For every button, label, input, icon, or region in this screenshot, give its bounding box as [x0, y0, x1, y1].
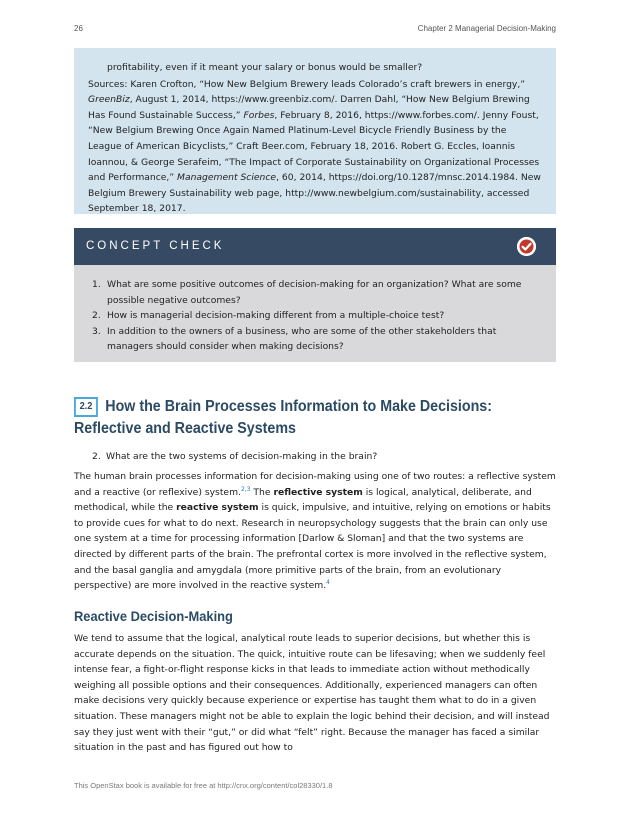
concept-check-title: CONCEPT CHECK — [86, 240, 225, 252]
question-number: 1. — [92, 279, 101, 290]
footnote-ref-link[interactable]: 2,3 — [240, 485, 251, 493]
question-text: What are some positive outcomes of decision-making for an organization? What are some possible negative outcomes? — [107, 279, 522, 306]
paragraph-systems — [74, 469, 556, 594]
page-footer: This OpenStax book is available for free at http://cnx.org/content/col28330/1.8 — [74, 781, 333, 790]
objective-number: 2. — [92, 451, 101, 462]
question-text: In addition to the owners of a business, who are some of the other stakeholders that managers should consider when making decisions? — [107, 325, 497, 353]
continuation-text: profitability, even if it meant your salary or bonus would be smaller? — [107, 62, 423, 73]
footnote-ref-link[interactable]: 4 — [326, 579, 330, 587]
paragraph-text: The — [250, 486, 274, 498]
subheading: Reactive Decision-Making — [74, 608, 233, 624]
sources-part: Sources: Karen Crofton, “How New Belgium Brewery leads Colorado’s craft brewers in energy,” — [88, 78, 526, 90]
concept-questions — [74, 265, 556, 355]
section-number-badge: 2.2 — [74, 397, 98, 417]
source-publication: GreenBiz — [88, 94, 130, 106]
question-number: 2. — [92, 310, 101, 322]
source-publication: Management Science — [177, 172, 277, 184]
page-header — [74, 24, 556, 38]
source-publication: Forbes — [243, 109, 275, 121]
question-number: 3. — [92, 325, 101, 337]
paragraph-text: is logical, analytical, deliberate, and methodical, while the — [74, 486, 532, 514]
list-item — [88, 277, 542, 308]
key-term: reactive system — [176, 502, 259, 514]
concept-check-box — [74, 228, 556, 362]
chapter-title: Chapter 2 Managerial Decision-Making — [417, 24, 556, 33]
key-term: reflective system — [273, 486, 363, 498]
check-circle-icon — [517, 237, 536, 256]
objective-text: What are the two systems of decision-making in the brain? — [106, 451, 378, 462]
sources-part: , February 8, 2016, https://www.forbes.com/. Jenny Foust, “New Belgium Brewing Once Again Named Platinum-Level Bicycle Friendly Business by the League of American Bicyclists,” Craft Beer.com, February 18, 2016. Robert G. Eccles, Ioannis Ioannou, & George Serafeim, “The Impact of Corporate Sustainability on Organizational Processes and Performance,” — [88, 109, 540, 184]
paragraph-text: is quick, impulsive, and intuitive, relying on emotions or habits to provide cues for what to do next. Research in neuropsychology suggests that the brain can only use one system at a time for processing information [Darlow & Sloman] and that the two systems are directed by different parts of the brain. The prefrontal cortex is more involved in the reflective system, and the basal ganglia and amygdala (more primitive parts of the brain, from an evolutionary perspective) are more involved in the reactive system. — [74, 502, 551, 592]
section-title: How the Brain Processes Information to Make Decisions: Reflective and Reactive Systems — [74, 398, 492, 437]
list-item — [88, 308, 542, 324]
question-text: How is managerial decision-making different from a multiple-choice test? — [107, 310, 445, 322]
paragraph-reactive: We tend to assume that the logical, analytical route leads to superior decisions, but whether this is accurate depends on the situation. The quick, intuitive route can be lifesaving; when we suddenly feel intense fear, a fight-or-flight response kicks in that leads to immediate action without methodically weighing all possible options and their consequences. Additionally, experienced managers can often make decisions very quickly because experience or expertise has taught them what to do in a given situation. These managers might not be able to explain the logic behind their decision, and will instead say they just went with their “gut,” or did what “felt” right. Because the manager has faced a similar situation in the past and has figured out how to — [74, 633, 550, 754]
concept-check-header — [74, 228, 556, 265]
section-heading — [74, 396, 525, 440]
page-number: 26 — [74, 24, 83, 33]
sources-text — [88, 77, 542, 217]
sources-part: , 60, 2014, https://doi.org/10.1287/mnsc.2014.1984. New Belgium Brewery Sustainability web page, http://www.newbelgium.com/sustainability, accessed September 18, 2017. — [88, 172, 541, 215]
learning-objective — [92, 449, 377, 465]
list-item — [88, 324, 542, 355]
paragraph-text: The human brain processes information for decision-making using one of two routes: a reflective system and a reactive (or reflexive) system. — [74, 471, 556, 498]
sources-part: , August 1, 2014, https://www.greenbiz.com/. Darren Dahl, “How New Belgium Brewing Has Found Sustainable Success,” — [88, 94, 530, 121]
feature-box — [74, 48, 556, 214]
